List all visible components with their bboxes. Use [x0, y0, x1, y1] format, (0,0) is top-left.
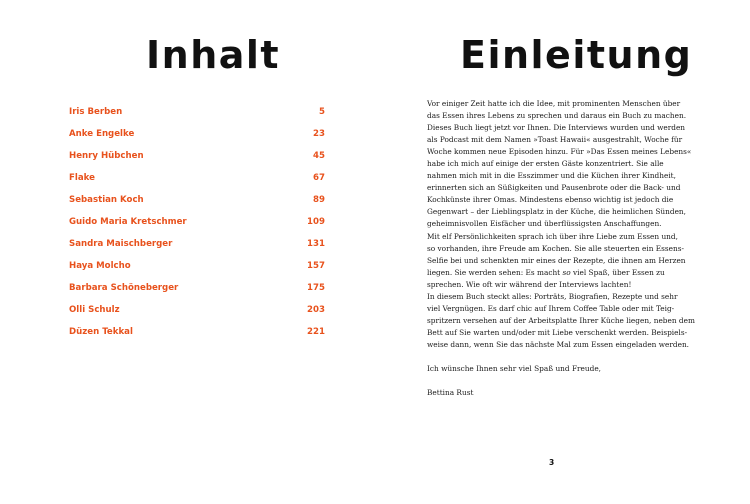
- text-line: In diesem Buch steckt alles: Porträts, Biografien, Rezepte und sehr: [427, 291, 678, 301]
- text-line: erinnerten sich an Süßigkeiten und Pausenbrote oder die Back- und: [427, 183, 681, 193]
- toc-entry-name: Sandra Maischberger: [69, 239, 173, 249]
- text-line: Selfie bei und schenkten mir eines der Rezepte, die ihnen am Herzen: [427, 255, 686, 265]
- toc-entry-name: Henry Hübchen: [69, 151, 144, 161]
- toc-entry[interactable]: [69, 277, 325, 299]
- toc-entry[interactable]: [69, 255, 325, 277]
- closing-line: Ich wünsche Ihnen sehr viel Spaß und Freude,: [427, 364, 602, 374]
- toc-entry[interactable]: [69, 233, 325, 255]
- toc-entry[interactable]: [69, 211, 325, 233]
- toc-entry-name: Haya Molcho: [69, 261, 131, 271]
- text-line: Gegenwart – der Lieblingsplatz in der Küche, die heimlichen Sünden,: [427, 207, 686, 217]
- text-line: das Essen ihres Lebens zu sprechen und daraus ein Buch zu machen.: [427, 111, 687, 121]
- table-of-contents: [69, 101, 325, 343]
- text-line: weise dann, wenn Sie das nächste Mal zum Essen eingeladen werden.: [427, 339, 690, 349]
- toc-entry-page: 67: [313, 173, 325, 183]
- text-line: Bett auf Sie warten und/oder mit Liebe verschenkt werden. Beispiels-: [427, 327, 688, 337]
- signature: Bettina Rust: [427, 388, 474, 398]
- toc-entry-name: Guido Maria Kretschmer: [69, 217, 187, 227]
- toc-entry-page: 175: [307, 283, 325, 293]
- text-line: Vor einiger Zeit hatte ich die Idee, mit prominenten Menschen über: [427, 99, 681, 108]
- text-line: sprechen. Wie oft wir während der Interviews lachten!: [427, 279, 632, 289]
- toc-entry-page: 89: [313, 195, 325, 205]
- toc-entry-name: Düzen Tekkal: [69, 327, 133, 337]
- text-line: liegen. Sie werden sehen: Es macht so viel Spaß, über Essen zu: [427, 267, 665, 277]
- toc-entry[interactable]: [69, 123, 325, 145]
- toc-entry-page: 221: [307, 327, 325, 337]
- right-page: [375, 0, 750, 504]
- text-line: Mit elf Persönlichkeiten sprach ich über ihre Liebe zum Essen und,: [427, 231, 678, 241]
- toc-entry-page: 109: [307, 217, 325, 227]
- toc-entry-name: Sebastian Koch: [69, 195, 144, 205]
- toc-entry-page: 131: [307, 239, 325, 249]
- toc-entry[interactable]: [69, 145, 325, 167]
- paragraph-1: [427, 98, 695, 231]
- text-line: als Podcast mit dem Namen »Toast Hawaii« ausgestrahlt, Woche für: [427, 135, 683, 145]
- toc-entry[interactable]: [69, 299, 325, 321]
- toc-entry-page: 45: [313, 151, 325, 161]
- page-number: 3: [549, 458, 555, 467]
- text-line: Dieses Buch liegt jetzt vor Ihnen. Die Interviews wurden und werden: [427, 123, 686, 133]
- toc-entry-name: Olli Schulz: [69, 305, 120, 315]
- page-title-einleitung: Einleitung: [460, 33, 693, 77]
- text-line: viel Vergnügen. Es darf chic auf Ihrem Coffee Table oder mit Teig-: [427, 303, 675, 313]
- toc-entry-page: 157: [307, 261, 325, 271]
- toc-entry-name: Flake: [69, 173, 95, 183]
- toc-entry-name: Anke Engelke: [69, 129, 135, 139]
- introduction-text: [427, 98, 695, 399]
- text-line: nahmen mich mit in die Esszimmer und die Küchen ihrer Kindheit,: [427, 171, 676, 181]
- paragraph-3: [427, 291, 695, 351]
- toc-entry[interactable]: [69, 101, 325, 123]
- paragraph-gap: [427, 351, 695, 363]
- paragraph-gap: [427, 375, 695, 387]
- toc-entry[interactable]: [69, 167, 325, 189]
- paragraph-2: [427, 231, 695, 291]
- text-line: spritzern versehen auf der Arbeitsplatte Ihrer Küche liegen, neben dem: [427, 315, 695, 325]
- text-line: habe ich mich auf einige der ersten Gäste konzentriert. Sie alle: [427, 159, 664, 169]
- text-line: so vorhanden, ihre Freude am Kochen. Sie alle steuerten ein Essens-: [427, 243, 685, 253]
- text-line: Woche kommen neue Episoden hinzu. Für »Das Essen meines Lebens«: [427, 147, 692, 157]
- toc-entry[interactable]: [69, 321, 325, 343]
- text-line: geheimnisvollen Eisfächer und überflüssigsten Anschaffungen.: [427, 219, 662, 229]
- toc-entry-page: 203: [307, 305, 325, 315]
- toc-entry-name: Iris Berben: [69, 107, 123, 117]
- toc-entry[interactable]: [69, 189, 325, 211]
- page-title-inhalt: Inhalt: [146, 33, 281, 77]
- toc-entry-page: 23: [313, 129, 325, 139]
- toc-entry-page: 5: [319, 107, 325, 117]
- toc-entry-name: Barbara Schöneberger: [69, 283, 179, 293]
- text-line: Kochkünste ihrer Omas. Mindestens ebenso wichtig ist jedoch die: [427, 195, 674, 205]
